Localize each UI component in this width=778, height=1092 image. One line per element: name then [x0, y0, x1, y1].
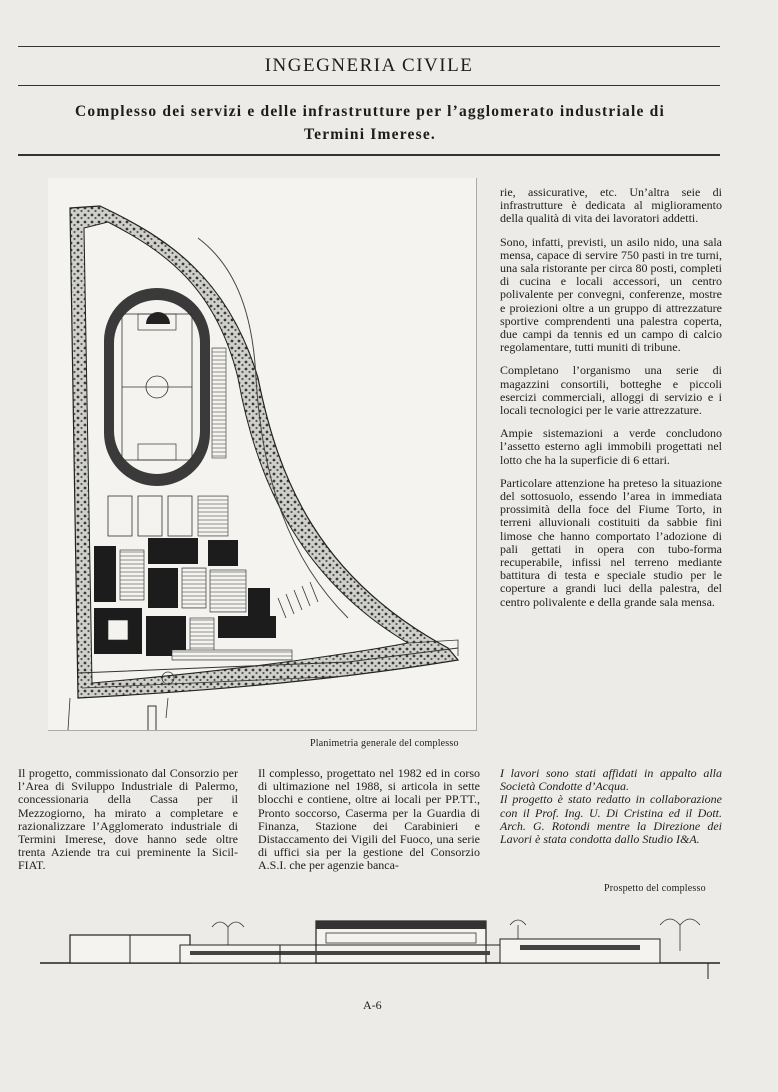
headline-line-2: Termini Imerese. — [304, 126, 436, 143]
bottom-column-2: Il complesso, progettato nel 1982 ed in corso di ultimazione nel 1988, si articola in sette blocchi e contiene, oltre ai locali per PP.TT., Pronto soccorso, Caserma per la Guardia di Finanza, Stazione dei Carabinieri e Distaccamento dei Vigili del Fuoco, una serie di uffici sia per la gestione del Consorzio A.S.I. che per agenzie banca- — [258, 766, 480, 873]
bottom-column-1: Il progetto, commissionato dal Consorzio per l’Area di Sviluppo Industriale di Palermo, concessionaria della Cassa per il Mezzogiorno, ha mirato a completare e razionalizzare l’Agglomerato industriale di Termini Imerese, dove hanno sede oltre trenta Aziende tra cui preminente la Sicil-FIAT. — [18, 766, 238, 873]
bottom-column-3 — [500, 767, 722, 846]
credits-design: Il progetto è stato redatto in collaborazione con il Prof. Ing. U. Di Cristina ed il Dott. Arch. G. Rotondi mentre la Direzione dei Lavori è stata condotta dallo Studio I&A. — [500, 792, 722, 847]
plan-caption: Planimetria generale del complesso — [310, 738, 459, 749]
right-paragraph-5: Particolare attenzione ha preteso la situazione del sottosuolo, essendo l’area in immediata prossimità della foce del Fiume Torto, in terreni alluvionali costituiti da sabbie fini limose che hanno comportato l’adozione di pali gettati in opera con tubo-forma recuperabile, infissi nel terreno mediante battitura di testa e speciale studio per le coperture a grandi luci della palestra, del centro polivalente e della grande sala mensa. — [500, 475, 722, 609]
right-column-text — [500, 186, 722, 619]
elevation-drawing — [40, 905, 720, 985]
section-rule — [18, 85, 720, 86]
right-paragraph-2: Sono, infatti, previsti, un asilo nido, una sala mensa, capace di servire 750 pasti in tre turni, una sala ristorante per circa 80 posti, completi di cucina e locali accessori, un centro polivalente per convegni, conferenze, mostre e proiezioni oltre a un gruppo di attrezzature sportive comprendenti una palestra coperta, due campi da tennis ed un campo di calcio regolamentare, tutti muniti di tribune. — [500, 234, 722, 355]
right-paragraph-3: Completano l’organismo una serie di magazzini consortili, botteghe e piccoli esercizi commerciali, alloggi di servizio e i locali tecnologici per le varie attrezzature. — [500, 363, 722, 418]
elevation-figure — [40, 905, 720, 985]
site-plan-drawing — [48, 178, 476, 730]
headline-line-1: Complesso dei servizi e delle infrastrutture per l’agglomerato industriale di — [75, 103, 665, 120]
section-title: INGEGNERIA CIVILE — [264, 55, 474, 76]
site-plan-figure — [48, 178, 477, 731]
top-rule — [18, 46, 720, 47]
right-paragraph-4: Ampie sistemazioni a verde concludono l’assetto esterno agli immobili progettati nel lotto che ha la superficie di 6 ettari. — [500, 426, 722, 467]
page-number: A-6 — [363, 998, 382, 1012]
elevation-caption: Prospetto del complesso — [604, 883, 706, 894]
credits-contractor: I lavori sono stati affidati in appalto alla Società Condotte d’Acqua. — [500, 766, 722, 794]
article-headline — [30, 100, 710, 146]
right-paragraph-1: rie, assicurative, etc. Un’altra seie di infrastrutture è dedicata al miglioramento della qualità di vita dei lavoratori addetti. — [500, 185, 722, 226]
headline-rule — [18, 154, 720, 156]
